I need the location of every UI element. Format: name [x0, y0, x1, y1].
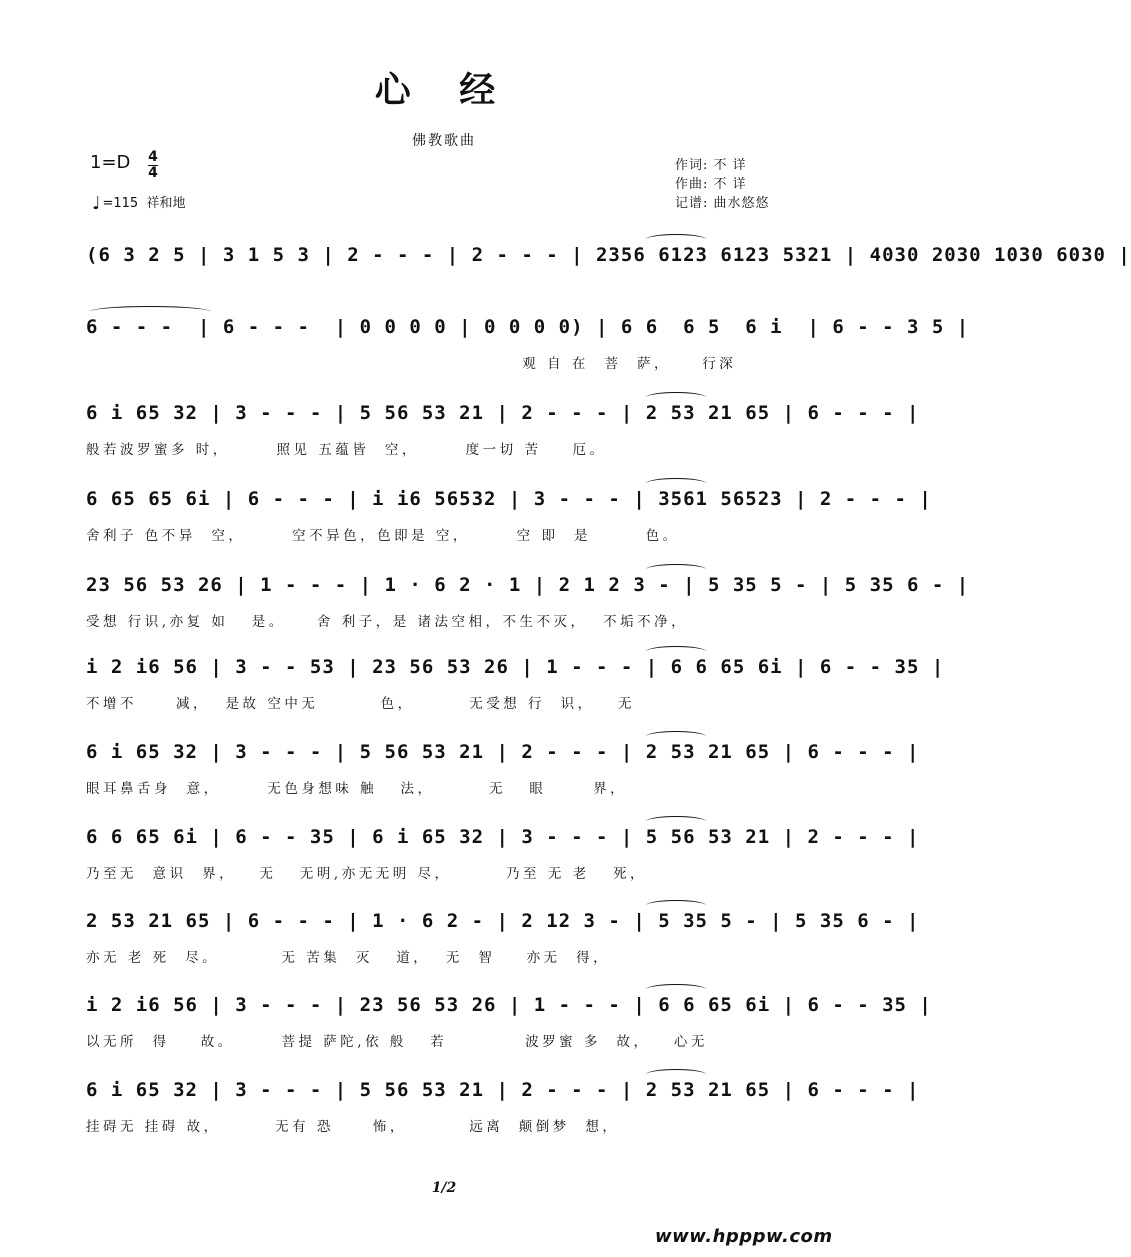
time-signature-top: 4 [148, 149, 158, 165]
score-row [86, 398, 920, 470]
notation-line: 6 i 65 32 | 3 - - - | 5 56 53 21 | 2 - - - | 2 53 21 65 | 6 - - - | [86, 402, 920, 424]
lyric-line: 乃至无 意识 界， 无 无明,亦无无明 尽， 乃至 无 老 死， [86, 866, 647, 882]
slur-mark [646, 984, 706, 995]
lyric-line: 眼耳鼻舌身 意， 无色身想味 触 法， 无 眼 界， [86, 781, 628, 797]
slur-mark [646, 564, 706, 575]
composer-credit: 作曲: 不 详 [675, 177, 747, 192]
score-row [86, 312, 970, 384]
notation-line: 6 i 65 32 | 3 - - - | 5 56 53 21 | 2 - - - | 2 53 21 65 | 6 - - - | [86, 741, 920, 763]
slur-mark [90, 306, 210, 317]
notation-line: i 2 i6 56 | 3 - - - | 23 56 53 26 | 1 - - - | 6 6 65 6i | 6 - - 35 | [86, 994, 932, 1016]
notation-line: 23 56 53 26 | 1 - - - | 1 · 6 2 · 1 | 2 1 2 3 - | 5 35 5 - | 5 35 6 - | [86, 574, 970, 596]
quarter-note-icon: ♩ [92, 193, 101, 214]
slur-mark [646, 731, 706, 742]
key-signature: 1=D [90, 152, 131, 173]
slur-mark [646, 478, 706, 489]
lyric-line: 亦无 老 死 尽。 无 苦集 灭 道， 无 智 亦无 得， [86, 950, 611, 966]
score-row [86, 484, 932, 556]
tempo-bpm: =115 [102, 196, 139, 211]
score-row [86, 652, 945, 724]
slur-mark [646, 234, 706, 245]
notation-line: 2 53 21 65 | 6 - - - | 1 · 6 2 - | 2 12 3 - | 5 35 5 - | 5 35 6 - | [86, 910, 920, 932]
notation-line: (6 3 2 5 | 3 1 5 3 | 2 - - - | 2 - - - | 2356 6123 6123 5321 | 4030 2030 1030 6030 | [86, 244, 1131, 266]
lyric-line: 舍利子 色不异 空， 空不异色，色即是 空， 空 即 是 色。 [86, 528, 680, 544]
notation-line: 6 6 65 6i | 6 - - 35 | 6 i 65 32 | 3 - - - | 5 56 53 21 | 2 - - - | [86, 826, 920, 848]
score-row [86, 737, 920, 809]
score-row [86, 990, 932, 1062]
notation-line: i 2 i6 56 | 3 - - 53 | 23 56 53 26 | 1 - - - | 6 6 65 6i | 6 - - 35 | [86, 656, 945, 678]
score-row [86, 1075, 920, 1147]
time-signature [148, 150, 158, 181]
lyric-line: 以无所 得 故。 菩提 萨陀,依 般 若 波罗蜜 多 故， 心无 [86, 1034, 708, 1050]
slur-mark [646, 816, 706, 827]
song-title: 心 经 [374, 70, 514, 111]
score-row [86, 906, 920, 978]
slur-mark [646, 646, 706, 657]
score-row [86, 240, 1131, 312]
slur-mark [646, 1069, 706, 1080]
credits-block [675, 156, 770, 213]
song-subtitle: 佛教歌曲 [412, 133, 476, 149]
slur-mark [646, 900, 706, 911]
slur-mark [646, 392, 706, 403]
lyricist-credit: 作词: 不 详 [675, 158, 747, 173]
watermark: www.hpppw.com [655, 1226, 833, 1247]
tempo-mood: 祥和地 [146, 196, 186, 211]
page-number: 1/2 [431, 1180, 457, 1196]
score-row [86, 570, 970, 642]
lyric-line [86, 282, 798, 304]
transcriber-credit: 记谱: 曲水悠悠 [675, 196, 770, 211]
time-signature-bottom: 4 [148, 165, 158, 181]
notation-line: 6 65 65 6i | 6 - - - | i i6 56532 | 3 - - - | 3561 56523 | 2 - - - | [86, 488, 932, 510]
notation-line: 6 - - - | 6 - - - | 0 0 0 0 | 0 0 0 0) | 6 6 6 5 6 i | 6 - - 3 5 | [86, 316, 970, 338]
lyric-line: 观 自 在 菩 萨， 行深 [86, 356, 737, 372]
lyric-line: 不增不 减， 是故 空中无 色， 无受想 行 识， 无 [86, 696, 635, 712]
score-row [86, 822, 920, 894]
notation-line: 6 i 65 32 | 3 - - - | 5 56 53 21 | 2 - - - | 2 53 21 65 | 6 - - - | [86, 1079, 920, 1101]
lyric-line: 挂碍无 挂碍 故， 无有 恐 怖， 远离 颠倒梦 想， [86, 1119, 620, 1135]
tempo-marking [92, 192, 186, 214]
lyric-line: 般若波罗蜜多 时， 照见 五蕴皆 空， 度一切 苦 厄。 [86, 442, 607, 458]
lyric-line: 受想 行识,亦复 如 是。 舍 利子，是 诸法空相，不生不灭， 不垢不净， [86, 614, 689, 630]
